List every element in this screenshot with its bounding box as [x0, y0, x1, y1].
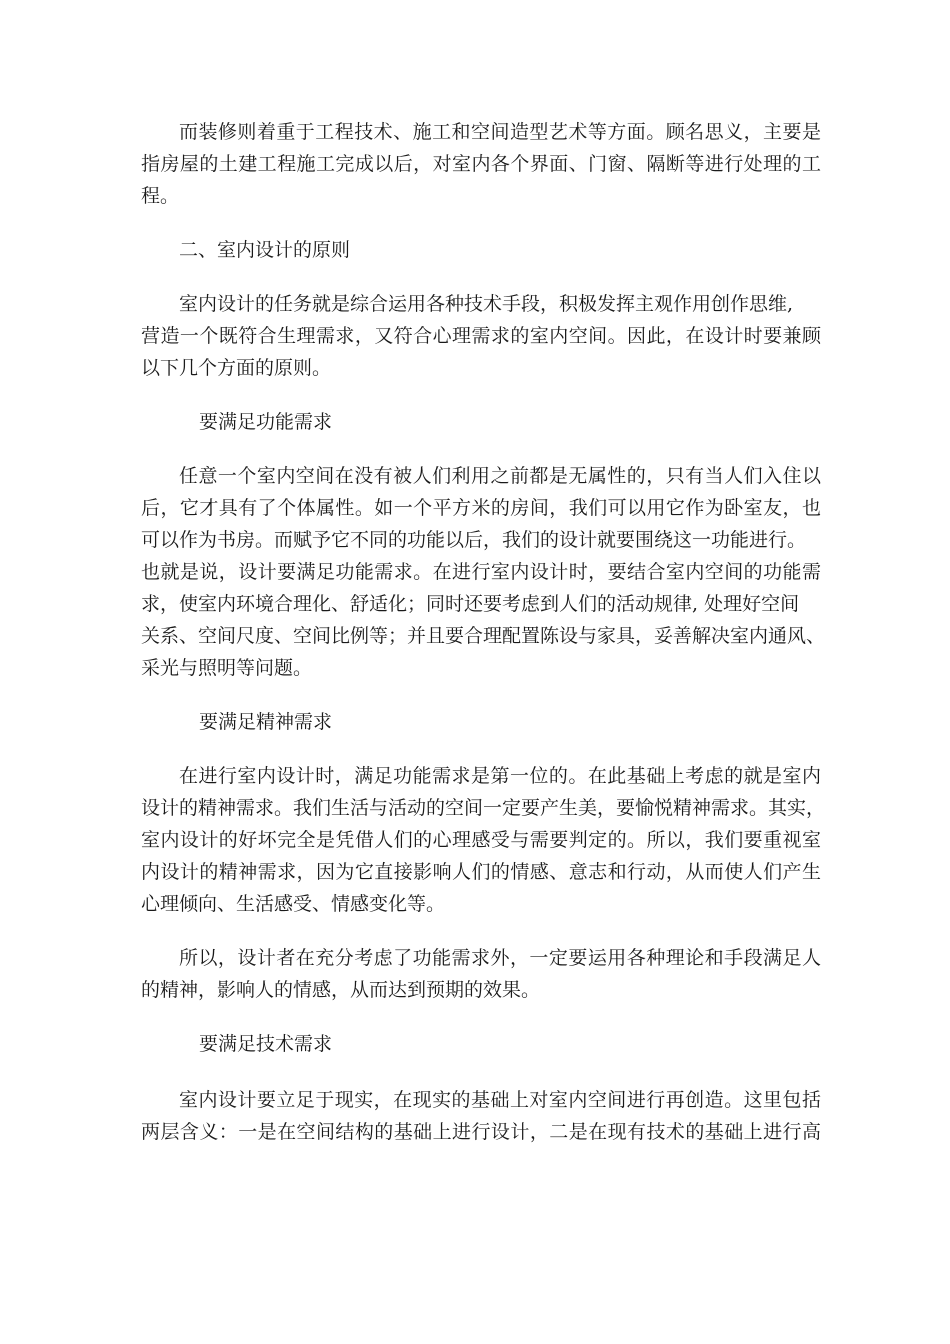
text-line: 内设计的精神需求，因为它直接影响人们的情感、意志和行动，从而使人们产生: [141, 861, 821, 883]
paragraph: [141, 460, 826, 684]
text-line: 设计的精神需求。我们生活与活动的空间一定要产生美，要愉悦精神需求。其实，: [141, 797, 826, 819]
text-line: 以下几个方面的原则。: [141, 357, 332, 379]
text-line: 指房屋的土建工程施工完成以后，对室内各个界面、门窗、隔断等进行处理的工: [141, 153, 821, 175]
text-line: 室内设计的任务就是综合运用各种技术手段，积极发挥主观作用创作思维,: [179, 293, 794, 315]
text-line: 可以作为书房。而赋予它不同的功能以后，我们的设计就要围绕这一功能进行。: [141, 529, 807, 551]
document-page: [141, 116, 826, 1148]
text-line: 的精神，影响人的情感，从而达到预期的效果。: [141, 979, 541, 1001]
text-line: 室内设计的好坏完全是凭借人们的心理感受与需要判定的。所以，我们要重视室: [141, 829, 821, 851]
section-heading: 二、室内设计的原则: [179, 239, 351, 261]
paragraph: [141, 288, 821, 384]
paragraph: [141, 1084, 821, 1148]
text-line: 营造一个既符合生理需求，又符合心理需求的室内空间。因此，在设计时要兼顾: [141, 325, 821, 347]
text-line: 任意一个室内空间在没有被人们利用之前都是无属性的，只有当人们入住以: [179, 465, 821, 487]
subsection-heading: 要满足精神需求: [199, 711, 333, 733]
text-line: 而装修则着重于工程技术、施工和空间造型艺术等方面。顾名思义，主要是: [179, 121, 821, 143]
text-line: 心理倾向、生活感受、情感变化等。: [141, 893, 446, 915]
text-line: 采光与照明等问题。: [141, 657, 313, 679]
subsection-heading: 要满足功能需求: [199, 411, 333, 433]
paragraph: [141, 116, 821, 212]
text-line: 程。: [141, 185, 180, 207]
paragraph: [141, 942, 821, 1006]
paragraph: [141, 760, 826, 920]
text-line: 两层含义：一是在空间结构的基础上进行设计，二是在现有技术的基础上进行高: [141, 1121, 821, 1143]
text-line: 关系、空间尺度、空间比例等；并且要合理配置陈设与家具，妥善解决室内通风、: [141, 625, 826, 647]
text-line: 也就是说，设计要满足功能需求。在进行室内设计时，要结合室内空间的功能需: [141, 561, 821, 583]
text-line: 求，使室内环境合理化、舒适化；同时还要考虑到人们的活动规律, 处理好空间: [141, 593, 800, 615]
text-line: 所以，设计者在充分考虑了功能需求外，一定要运用各种理论和手段满足人: [179, 947, 821, 969]
text-line: 室内设计要立足于现实，在现实的基础上对室内空间进行再创造。这里包括: [179, 1089, 821, 1111]
text-line: 在进行室内设计时，满足功能需求是第一位的。在此基础上考虑的就是室内: [179, 765, 821, 787]
subsection-heading: 要满足技术需求: [199, 1033, 333, 1055]
text-line: 后，它才具有了个体属性。如一个平方米的房间，我们可以用它作为卧室友，也: [141, 497, 821, 519]
